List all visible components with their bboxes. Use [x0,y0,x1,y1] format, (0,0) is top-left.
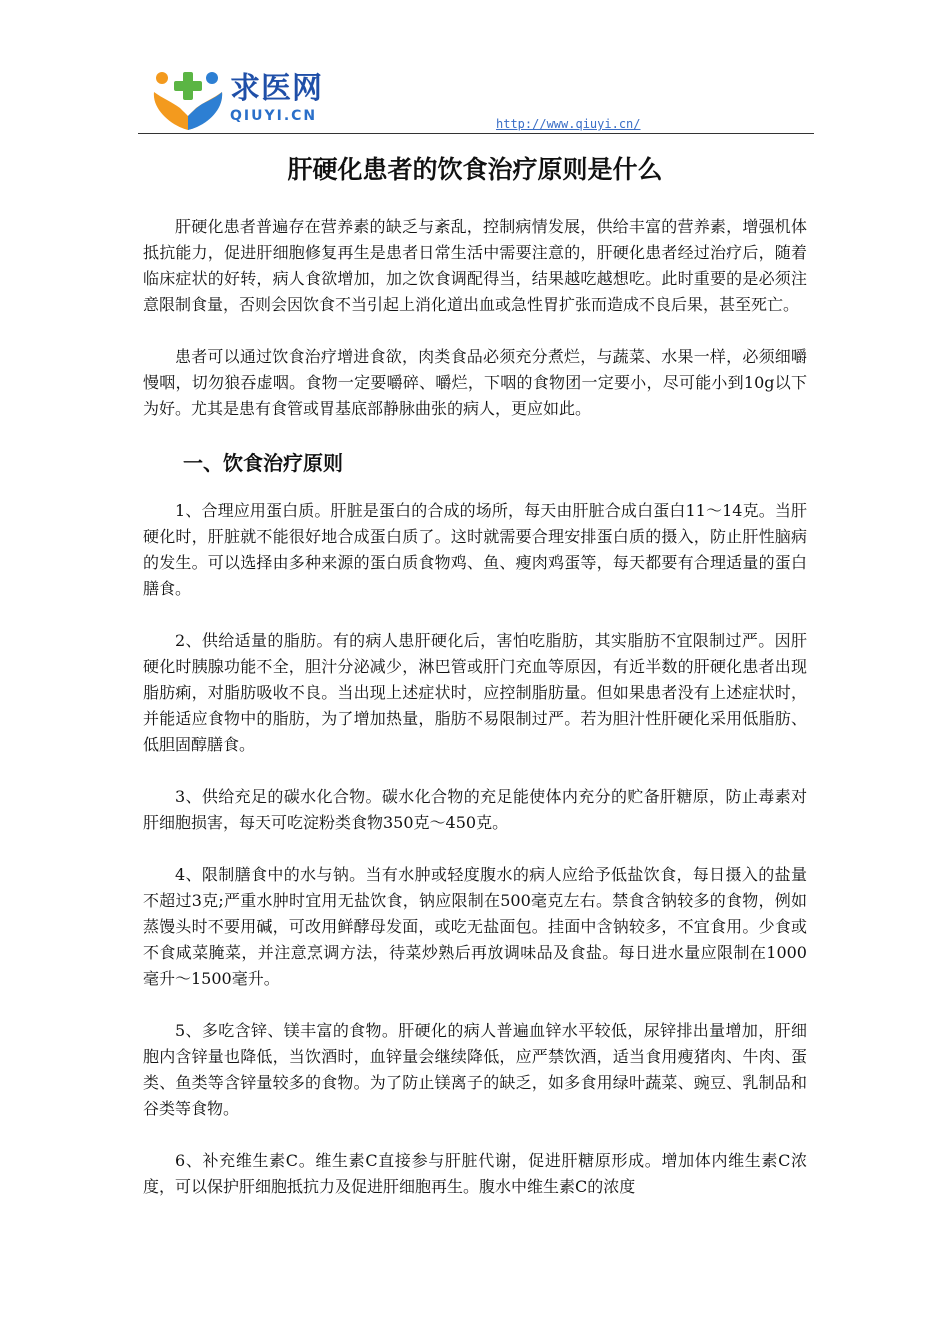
section-paragraph: 1、合理应用蛋白质。肝脏是蛋白的合成的场所，每天由肝脏合成白蛋白11～14克。当肝硬化时，肝脏就不能很好地合成蛋白质了。这时就需要合理安排蛋白质的摄入，防止肝性脑病的发生。可以选择由多种来源的蛋白质食物鸡、鱼、瘦肉鸡蛋等，每天都要有合理适量的蛋白膳食。 [143,501,807,598]
site-url-link[interactable]: http://www.qiuyi.cn/ [496,117,641,131]
section-paragraph: 3、供给充足的碳水化合物。碳水化合物的充足能使体内充分的贮备肝糖原，防止毒素对肝细胞损害，每天可吃淀粉类食物350克～450克。 [143,787,807,832]
intro-paragraph: 患者可以通过饮食治疗增进食欲，肉类食品必须充分煮烂，与蔬菜、水果一样，必须细嚼慢咽，切勿狼吞虚咽。食物一定要嚼碎、嚼烂，下咽的食物团一定要小，尽可能小到10g以下为好。尤其是患有食管或胃基底部静脉曲张的病人，更应如此。 [143,347,807,418]
section-paragraph: 6、补充维生素C。维生素C直接参与肝脏代谢，促进肝糖原形成。增加体内维生素C浓度，可以保护肝细胞抵抗力及促进肝细胞再生。腹水中维生素C的浓度 [143,1151,807,1196]
logo-figures-icon [150,68,228,132]
logo-text-chinese: 求医网 [230,71,323,106]
logo-text-english: QIUYI.CN [230,108,318,124]
intro-paragraph: 肝硬化患者普遍存在营养素的缺乏与紊乱，控制病情发展，供给丰富的营养素，增强机体抵抗能力，促进肝细胞修复再生是患者日常生活中需要注意的，肝硬化患者经过治疗后，随着临床症状的好转，病人食欲增加，加之饮食调配得当，结果越吃越想吃。此时重要的是必须注意限制食量，否则会因饮食不当引起上消化道出血或急性胃扩张而造成不良后果，甚至死亡。 [143,217,807,314]
section-heading: 一、饮食治疗原则 [183,451,343,475]
article-body [143,214,807,1226]
section-paragraph: 4、限制膳食中的水与钠。当有水肿或轻度腹水的病人应给予低盐饮食，每日摄入的盐量不超过3克;严重水肿时宜用无盐饮食，钠应限制在500毫克左右。禁食含钠较多的食物，例如蒸馒头时不要用碱，可改用鲜酵母发面，或吃无盐面包。挂面中含钠较多，不宜食用。少食或不食咸菜腌菜，并注意烹调方法，待菜炒熟后再放调味品及食盐。每日进水量应限制在1000毫升～1500毫升。 [143,865,807,988]
page-header [138,60,814,134]
header-divider [138,133,814,134]
qiuyi-logo[interactable] [150,68,332,132]
document-title: 肝硬化患者的饮食治疗原则是什么 [287,155,663,184]
section-paragraph: 2、供给适量的脂肪。有的病人患肝硬化后，害怕吃脂肪，其实脂肪不宜限制过严。因肝硬化时胰腺功能不全，胆汁分泌减少，淋巴管或肝门充血等原因，有近半数的肝硬化患者出现脂肪痢，对脂肪吸收不良。当出现上述症状时，应控制脂肪量。但如果患者没有上述症状时，并能适应食物中的脂肪，为了增加热量，脂肪不易限制过严。若为胆汁性肝硬化采用低脂肪、低胆固醇膳食。 [143,631,807,754]
section-paragraph: 5、多吃含锌、镁丰富的食物。肝硬化的病人普遍血锌水平较低，尿锌排出量增加，肝细胞内含锌量也降低，当饮酒时，血锌量会继续降低，应严禁饮酒，适当食用瘦猪肉、牛肉、蛋类、鱼类等含锌量较多的食物。为了防止镁离子的缺乏，如多食用绿叶蔬菜、豌豆、乳制品和谷类等食物。 [143,1021,807,1118]
